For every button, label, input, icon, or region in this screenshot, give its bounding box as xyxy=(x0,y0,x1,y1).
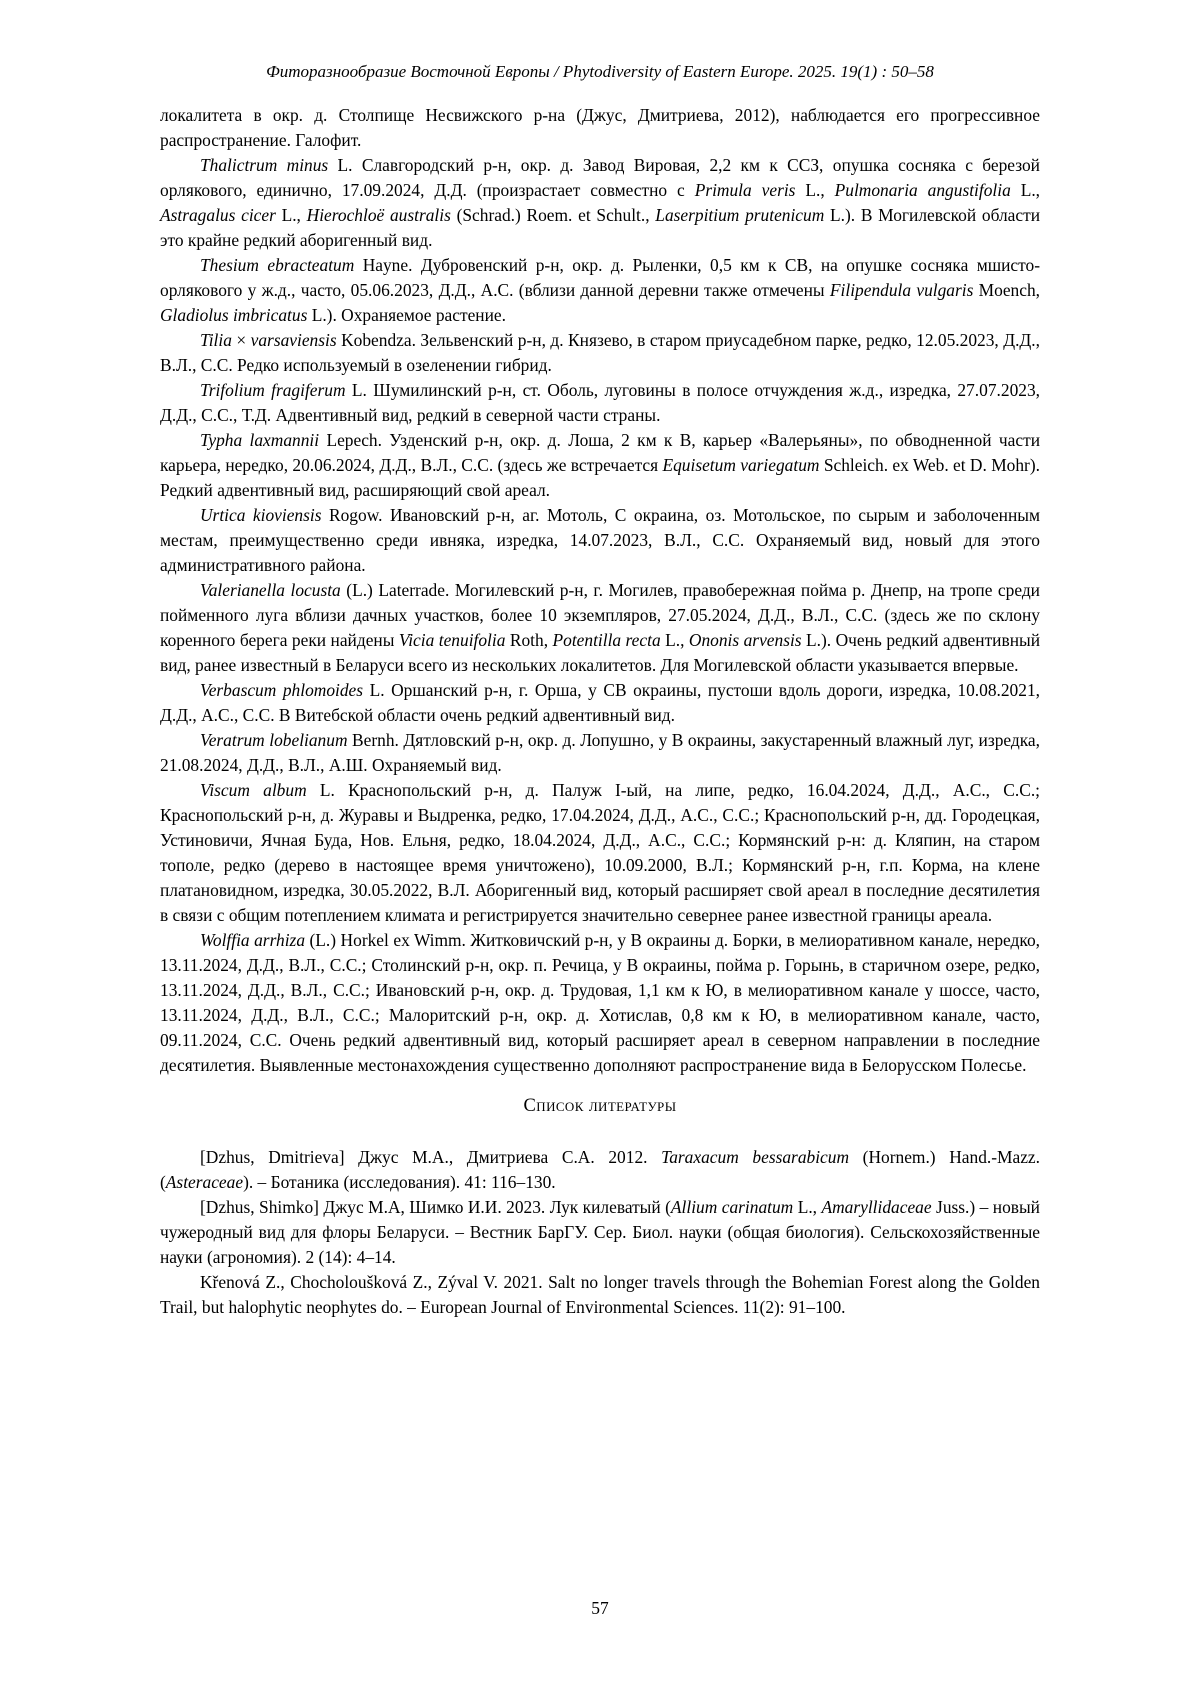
latin-name: Hierochloë australis xyxy=(306,205,451,225)
text-segment: L., xyxy=(793,1197,822,1217)
text-segment: L., xyxy=(275,205,307,225)
latin-name: Astragalus cicer xyxy=(160,205,276,225)
reference-item xyxy=(160,1270,1040,1320)
text-segment: L. Славгородский р-н, окр. д. Завод Вировая, 2,2 км к ССЗ, опушка сосняка с березой орлякового, единично, 17.09.2024, Д.Д. (произрастает совместно с xyxy=(160,155,1040,200)
text-segment: (L.) Horkel ex Wimm. Житковичский р-н, у В окраины д. Борки, в мелиоративном канале, нередко, 13.11.2024, Д.Д., В.Л., С.С.; Столинский р-н, окр. п. Речица, у В окраины, пойма р. Горынь, в старичном озере, редко, 13.11.2024, Д.Д., В.Л., С.С.; Ивановский р-н, окр. д. Трудовая, 1,1 км к Ю, в мелиоративном канале у шоссе, часто, 13.11.2024, Д.Д., В.Л., С.С.; Малоритский р-н, окр. д. Хотислав, 0,8 км к Ю, в мелиоративном канале, часто, 09.11.2024, С.С. Очень редкий адвентивный вид, который расширяет ареал в северном направлении в последние десятилетия. Выявленные местонахождения существенно дополняют распространение вида в Белорусском Полесье. xyxy=(160,930,1040,1075)
paragraph xyxy=(160,503,1040,578)
paragraph xyxy=(160,678,1040,728)
text-segment: (Hornem.) Hand.-Mazz. ( xyxy=(160,1147,1040,1192)
latin-name: Gladiolus imbricatus xyxy=(160,305,308,325)
text-segment: [Dzhus, Shimko] Джус М.А, Шимко И.И. 2023. Лук килеватый ( xyxy=(200,1197,671,1217)
text-segment: (L.) Laterrade. Могилевский р-н, г. Могилев, правобережная пойма р. Днепр, на тропе среди пойменного луга вблизи дачных участков, более 10 экземпляров, 27.05.2024, Д.Д., В.Л., С.С. (здесь же по склону коренного берега реки найдены xyxy=(160,580,1040,650)
text-segment: L.). Охраняемое растение. xyxy=(307,305,506,325)
latin-name: Equisetum variegatum xyxy=(662,455,820,475)
paragraph xyxy=(160,153,1040,253)
latin-name: Thesium ebracteatum xyxy=(200,255,355,275)
text-segment: L. Краснопольский р-н, д. Палуж I-ый, на липе, редко, 16.04.2024, Д.Д., А.С., С.С.; Краснопольский р-н, д. Журавы и Выдренка, редко, 17.04.2024, Д.Д., А.С., С.С.; Краснопольский р-н, дд. Городецкая, Устиновичи, Ячная Буда, Нов. Ельня, редко, 18.04.2024, Д.Д., А.С., С.С.; Кормянский р-н: д. Кляпин, на старом тополе, редко (дерево в настоящее время уничтожено), 10.09.2000, В.Л.; Кормянский р-н, г.п. Корма, на клене платановидном, изредка, 30.05.2022, В.Л. Аборигенный вид, который расширяет свой ареал в последние десятилетия в связи с общим потеплением климата и регистрируется значительно севернее ранее известной границы ареала. xyxy=(160,780,1040,925)
text-segment: [Dzhus, Dmitrieva] Джус М.А., Дмитриева С.А. 2012. xyxy=(200,1147,662,1167)
text-segment: L.). Очень редкий адвентивный вид, ранее известный в Беларуси всего из нескольких локалитетов. Для Могилевской области указывается впервые. xyxy=(160,630,1040,675)
page-number: 57 xyxy=(591,1598,609,1618)
paragraph xyxy=(160,778,1040,928)
text-segment: ). – Ботаника (исследования). 41: 116–130. xyxy=(243,1172,556,1192)
paragraph xyxy=(160,378,1040,428)
text-segment: L., xyxy=(795,180,835,200)
reference-item xyxy=(160,1145,1040,1195)
references-list xyxy=(160,1145,1040,1320)
reference-item xyxy=(160,1195,1040,1270)
text-segment: L. Шумилинский р-н, ст. Оболь, луговины в полосе отчуждения ж.д., изредка, 27.07.2023, Д.Д., С.С., Т.Д. Адвентивный вид, редкий в северной части страны. xyxy=(160,380,1041,425)
text-segment: L. Оршанский р-н, г. Орша, у СВ окраины, пустоши вдоль дороги, изредка, 10.08.2021, Д.Д., А.С., С.С. В Витебской области очень редкий адвентивный вид. xyxy=(160,680,1040,725)
text-segment: Bernh. Дятловский р-н, окр. д. Лопушно, у В окраины, закустаренный влажный луг, изредка, 21.08.2024, Д.Д., В.Л., А.Ш. Охраняемый вид. xyxy=(160,730,1040,775)
paragraph xyxy=(160,328,1040,378)
paragraph xyxy=(160,428,1040,503)
latin-name: Laserpitium prutenicum xyxy=(655,205,825,225)
latin-name: Asteraceae xyxy=(165,1172,244,1192)
paragraph xyxy=(160,253,1040,328)
latin-name: Filipendula vulgaris xyxy=(829,280,974,300)
latin-name: Typha laxmannii xyxy=(200,430,320,450)
text-segment: Schleich. ex Web. et D. Mohr). Редкий адвентивный вид, расширяющий свой ареал. xyxy=(160,455,1040,500)
text-segment: локалитета в окр. д. Столпище Несвижского р-на (Джус, Дмитриева, 2012), наблюдается его прогрессивное распространение. Галофит. xyxy=(160,105,1040,150)
latin-name: Verbascum phlomoides xyxy=(200,680,364,700)
text-segment: Lepech. Узденский р-н, окр. д. Лоша, 2 км к В, карьер «Валерьяны», по обводненной части карьера, нередко, 20.06.2024, Д.Д., В.Л., С.С. (здесь же встречается xyxy=(160,430,1040,475)
text-segment: Rogow. Ивановский р-н, аг. Мотоль, С окраина, оз. Мотольское, по сырым и заболоченным местам, преимущественно среди ивняка, изредка, 14.07.2023, В.Л., С.С. Охраняемый вид, новый для этого административного района. xyxy=(160,505,1040,575)
text-segment: (Schrad.) Roem. et Schult., xyxy=(450,205,656,225)
text-segment: Juss.) – новый чужеродный вид для флоры Беларуси. – Вестник БарГУ. Сер. Биол. науки (общая биология). Сельскохозяйственные науки (агрономия). 2 (14): 4–14. xyxy=(160,1197,1040,1267)
text-segment: Roth, xyxy=(505,630,553,650)
latin-name: Amaryllidaceae xyxy=(821,1197,932,1217)
latin-name: varsaviensis xyxy=(250,330,337,350)
paragraph xyxy=(160,103,1040,153)
references-heading: Список литературы xyxy=(523,1096,677,1116)
latin-name: Viscum album xyxy=(200,780,307,800)
text-segment: L.). В Могилевской области это крайне редкий аборигенный вид. xyxy=(160,205,1040,250)
latin-name: Vicia tenuifolia xyxy=(398,630,506,650)
latin-name: Urtica kioviensis xyxy=(200,505,322,525)
latin-name: Taraxacum bessarabicum xyxy=(661,1147,850,1167)
text-segment: Hayne. Дубровенский р-н, окр. д. Рыленки, 0,5 км к СВ, на опушке сосняка мшисто-орлякового у ж.д., часто, 05.06.2023, Д.Д., А.С. (вблизи данной деревни также отмечены xyxy=(160,255,1040,300)
latin-name: Allium carinatum xyxy=(670,1197,794,1217)
text-segment: L., xyxy=(1010,180,1041,200)
paragraph xyxy=(160,578,1040,678)
latin-name: Potentilla recta xyxy=(552,630,661,650)
latin-name: Wolffia arrhiza xyxy=(200,930,306,950)
paragraph xyxy=(160,728,1040,778)
text-segment: Křenová Z., Chocholoušková Z., Zýval V. 2021. Salt no longer travels through the Bohemian Forest along the Golden Trail, but halophytic neophytes do. – European Journal of Environmental Sciences. 11(2): 91–100. xyxy=(160,1272,1040,1317)
paragraph xyxy=(160,928,1040,1078)
latin-name: Thalictrum minus xyxy=(200,155,329,175)
latin-name: Valerianella locusta xyxy=(200,580,341,600)
text-segment: Kobendza. Зельвенский р-н, д. Князево, в старом приусадебном парке, редко, 12.05.2023, Д.Д., В.Л., С.С. Редко используемый в озеленении гибрид. xyxy=(160,330,1040,375)
text-segment: Moench, xyxy=(973,280,1041,300)
running-head: Фиторазнообразие Восточной Европы / Phytodiversity of Eastern Europe. 2025. 19(1) : 50–58 xyxy=(266,62,934,81)
text-segment: L., xyxy=(660,630,689,650)
latin-name: Ononis arvensis xyxy=(688,630,802,650)
latin-name: Primula veris xyxy=(694,180,796,200)
latin-name: Tilia xyxy=(200,330,232,350)
article-body xyxy=(160,103,1040,1078)
text-segment: × xyxy=(231,330,251,350)
latin-name: Trifolium fragiferum xyxy=(200,380,346,400)
latin-name: Veratrum lobelianum xyxy=(200,730,348,750)
latin-name: Pulmonaria angustifolia xyxy=(834,180,1011,200)
